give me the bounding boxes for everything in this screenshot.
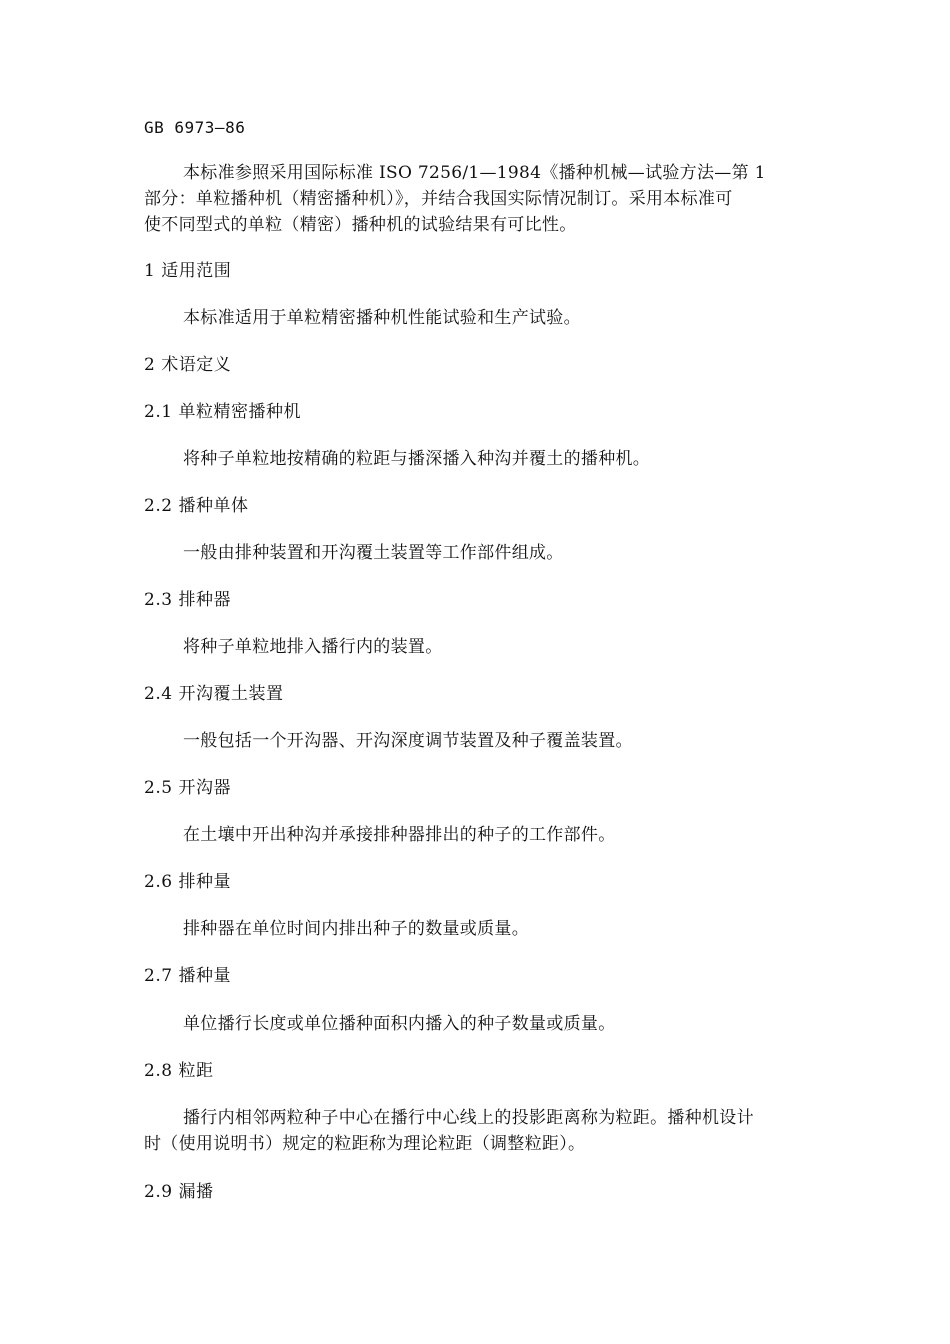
intro-line: 使不同型式的单粒（精密）播种机的试验结果有可比性。 [144, 215, 577, 235]
section-heading: 2 术语定义 [144, 355, 232, 375]
intro-line: 部分：单粒播种机（精密播种机）》，并结合我国实际情况制订。采用本标准可 [144, 189, 733, 209]
section-body: 一般包括一个开沟器、开沟深度调节装置及种子覆盖装置。 [183, 731, 633, 751]
section-body: 在土壤中开出种沟并承接排种器排出的种子的工作部件。 [183, 825, 616, 845]
section-body: 将种子单粒地按精确的粒距与播深播入种沟并覆土的播种机。 [183, 449, 651, 469]
section-body: 单位播行长度或单位播种面积内播入的种子数量或质量。 [183, 1014, 616, 1034]
section-heading: 2.4 开沟覆土装置 [144, 684, 284, 704]
intro-line: 本标准参照采用国际标准 ISO 7256/1—1984《播种机械—试验方法—第 1 [183, 163, 766, 183]
section-heading: 2.9 漏播 [144, 1182, 214, 1202]
section-body: 本标准适用于单粒精密播种机性能试验和生产试验。 [183, 308, 581, 328]
section-heading: 1 适用范围 [144, 261, 232, 281]
section-body: 播行内相邻两粒种子中心在播行中心线上的投影距离称为粒距。播种机设计 [183, 1108, 754, 1128]
section-heading: 2.7 播种量 [144, 966, 231, 986]
section-heading: 2.1 单粒精密播种机 [144, 402, 301, 422]
section-heading: 2.5 开沟器 [144, 778, 231, 798]
section-body: 将种子单粒地排入播行内的装置。 [183, 637, 443, 657]
section-body: 排种器在单位时间内排出种子的数量或质量。 [183, 919, 529, 939]
section-body: 时（使用说明书）规定的粒距称为理论粒距（调整粒距）。 [144, 1134, 586, 1154]
standard-code: GB 6973—86 [144, 118, 246, 137]
section-body: 一般由排种装置和开沟覆土装置等工作部件组成。 [183, 543, 564, 563]
section-heading: 2.2 播种单体 [144, 496, 249, 516]
section-heading: 2.3 排种器 [144, 590, 231, 610]
section-heading: 2.6 排种量 [144, 872, 231, 892]
section-heading: 2.8 粒距 [144, 1061, 214, 1081]
